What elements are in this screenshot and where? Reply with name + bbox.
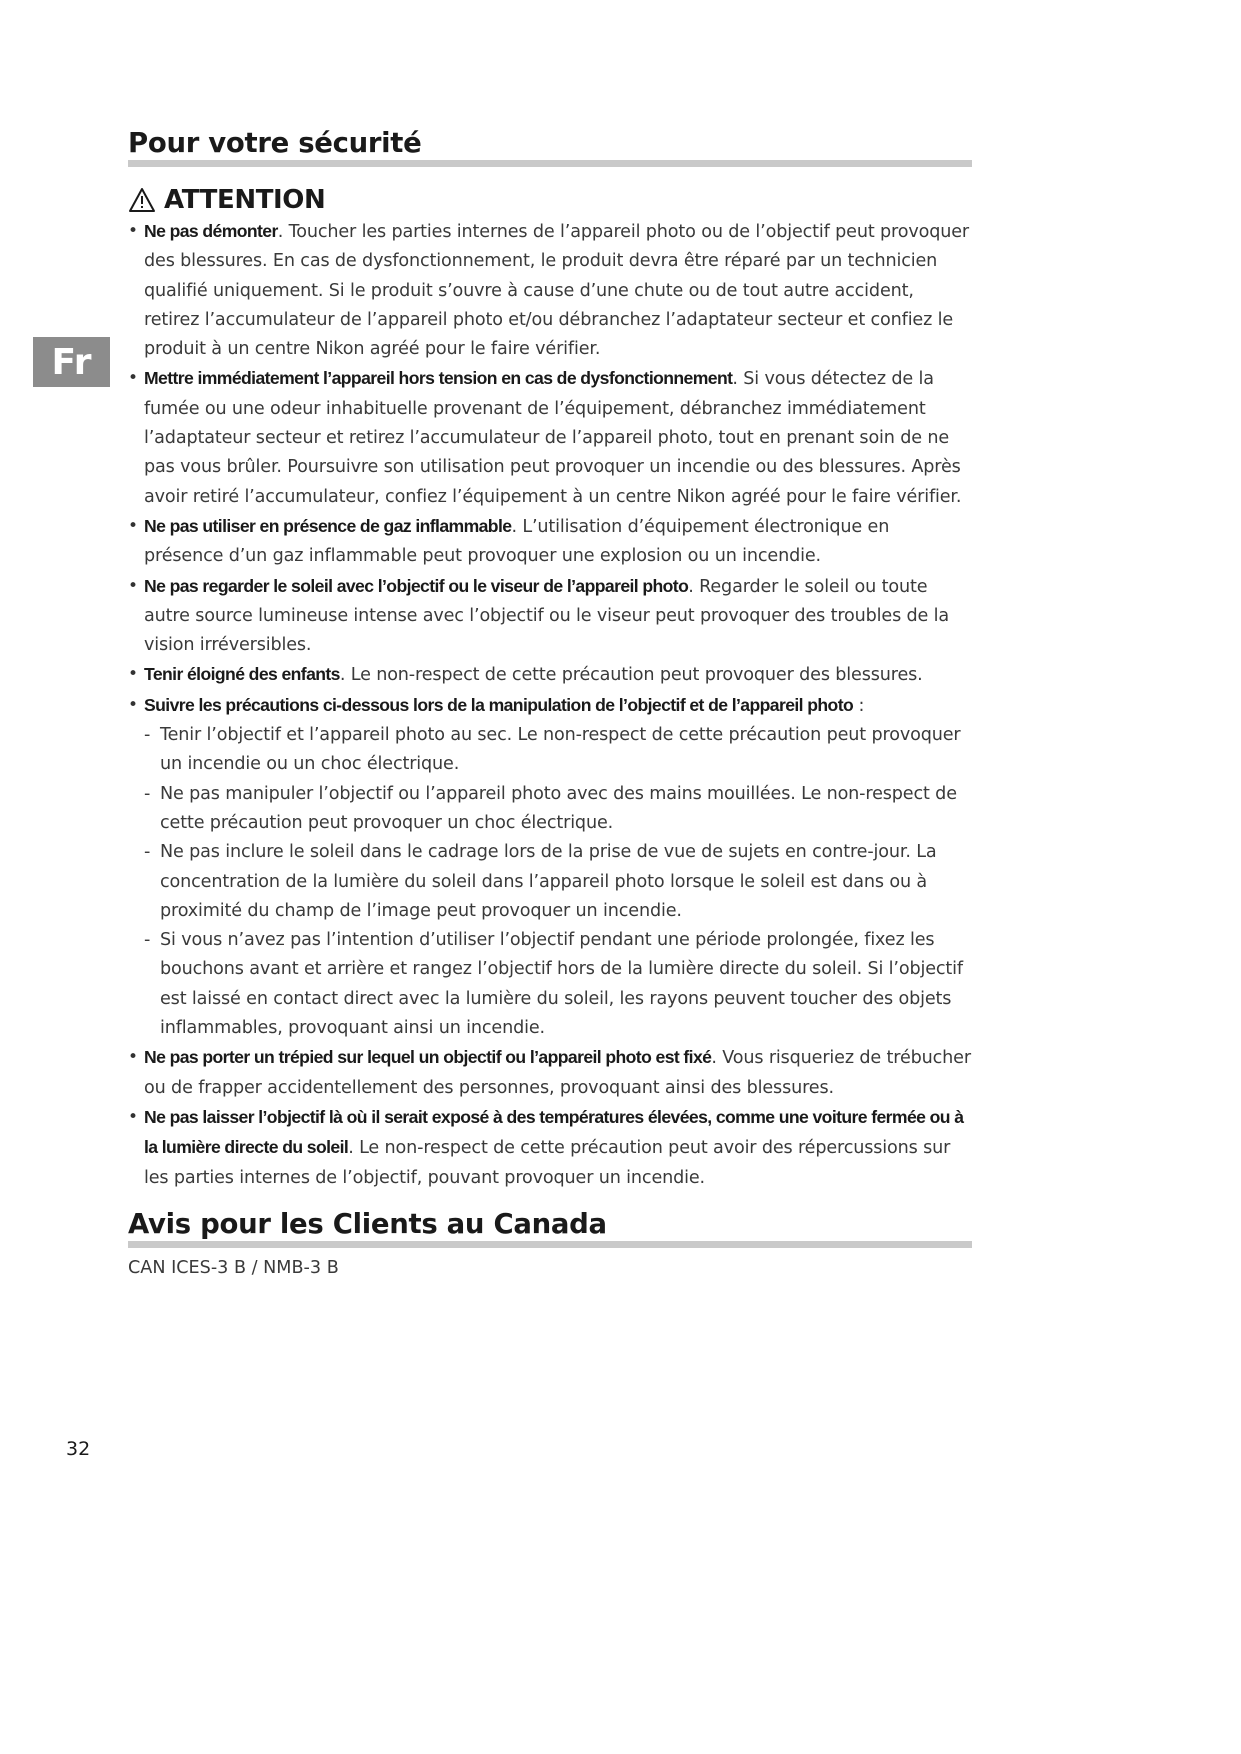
list-item: • Ne pas regarder le soleil avec l’objectif ou le viseur de l’appareil photo. Regarder le soleil ou toute autre source lumineuse intense avec l’objectif ou le viseur peut provoquer des troubles de la vision irréversibles. xyxy=(128,575,950,656)
sub-list-item: - Tenir l’objectif et l’appareil photo au sec. Le non-respect de cette précaution peut provoquer un incendie ou un choc électrique. xyxy=(144,725,961,775)
list-item: • Ne pas laisser l’objectif là où il serait exposé à des températures élevées, comme une voiture fermée ou à la lumière directe du soleil. Le non-respect de cette précaution peut avoir des répercussions sur les parties internes de l’objectif, pouvant provoquer un incendie. xyxy=(128,1106,964,1188)
list-item: • Ne pas démonter. Toucher les parties internes de l’appareil photo ou de l’objectif peut provoquer des blessures. En cas de dysfonctionnement, le produit devra être réparé par un technicien qualifié uniquement. Si le produit s’ouvre à cause d’une chute ou de tout autre accident, retirez l’accumulateur de l’appareil photo et/ou débranchez l’adaptateur secteur et confiez le produit à un centre Nikon agréé pour le faire vérifier. xyxy=(128,221,969,360)
canada-title: Avis pour les Clients au Canada xyxy=(128,1207,972,1248)
attention-label: ATTENTION xyxy=(164,185,326,215)
list-item: • Mettre immédiatement l’appareil hors tension en cas de dysfonctionnement. Si vous détectez de la fumée ou une odeur inhabituelle provenant de l’équipement, débranchez immédiatement l’adaptateur secteur et retirez l’accumulateur de l’appareil photo, tout en prenant soin de ne pas vous brûler. Poursuivre son utilisation peut provoquer un incendie ou des blessures. Après avoir retiré l’accumulateur, confiez l’équipement à un centre Nikon agréé pour le faire vérifier. xyxy=(128,368,962,507)
sub-list-item: - Ne pas inclure le soleil dans le cadrage lors de la prise de vue de sujets en contre-jour. La concentration de la lumière du soleil dans l’appareil photo lorsque le soleil est dans ou à proximité du champ de l’image peut provoquer un incendie. xyxy=(144,842,937,921)
precautions-list xyxy=(128,217,972,1193)
page-number: 32 xyxy=(66,1438,91,1460)
language-tab: Fr xyxy=(33,337,110,387)
list-item: • Tenir éloigné des enfants. Le non-respect de cette précaution peut provoquer des blessures. xyxy=(128,664,923,686)
sub-list-item: - Si vous n’avez pas l’intention d’utiliser l’objectif pendant une période prolongée, fixez les bouchons avant et arrière et rangez l’objectif hors de la lumière directe du soleil. Si l’objectif est laissé en contact direct avec la lumière du soleil, les rayons peuvent toucher des objets inflammables, provoquant ainsi un incendie. xyxy=(144,930,963,1039)
sub-list-item: - Ne pas manipuler l’objectif ou l’appareil photo avec des mains mouillées. Le non-respect de cette précaution peut provoquer un choc électrique. xyxy=(144,783,957,833)
list-item: • Ne pas utiliser en présence de gaz inflammable. L’utilisation d’équipement électronique en présence d’un gaz inflammable peut provoquer une explosion ou un incendie. xyxy=(128,515,890,567)
main-content xyxy=(128,126,972,1282)
compliance-code: CAN ICES-3 B / NMB-3 B xyxy=(128,1257,339,1278)
list-item: • Ne pas porter un trépied sur lequel un objectif ou l’appareil photo est fixé. Vous risqueriez de trébucher ou de frapper accidentellement des personnes, provoquant ainsi des blessures. xyxy=(128,1047,971,1098)
warning-triangle-icon xyxy=(128,187,156,213)
list-item: • Suivre les précautions ci-dessous lors de la manipulation de l’objectif et de l’appareil photo : - Tenir l’objectif et l’appareil photo au sec. Le non-respect de cette précaution peut provoquer un incendie ou un choc électrique. - Ne pas manipuler l’objectif ou l’appareil photo avec des mains mouillées. Le non-respect de cette précaution peut provoquer un choc électrique. - Ne pas inclure le soleil dans le cadrage lors de la prise de vue de sujets en contre-jour. La concentration de la lumière du soleil dans l’appareil photo lorsque le soleil est dans ou à proximité du champ de l’image peut provoquer un incendie. - Si vous n’avez pas l’intention d’utiliser l’objectif pendant une période prolongée, fixez les bouchons avant et arrière et rangez l’objectif hors de la lumière directe du soleil. Si l’objectif est laissé en contact direct avec la lumière du soleil, les rayons peuvent toucher des objets inflammables, provoquant ainsi un incendie. xyxy=(128,691,972,1044)
sub-precautions-list xyxy=(144,721,972,1043)
safety-title: Pour votre sécurité xyxy=(128,126,972,167)
attention-heading xyxy=(128,185,972,215)
